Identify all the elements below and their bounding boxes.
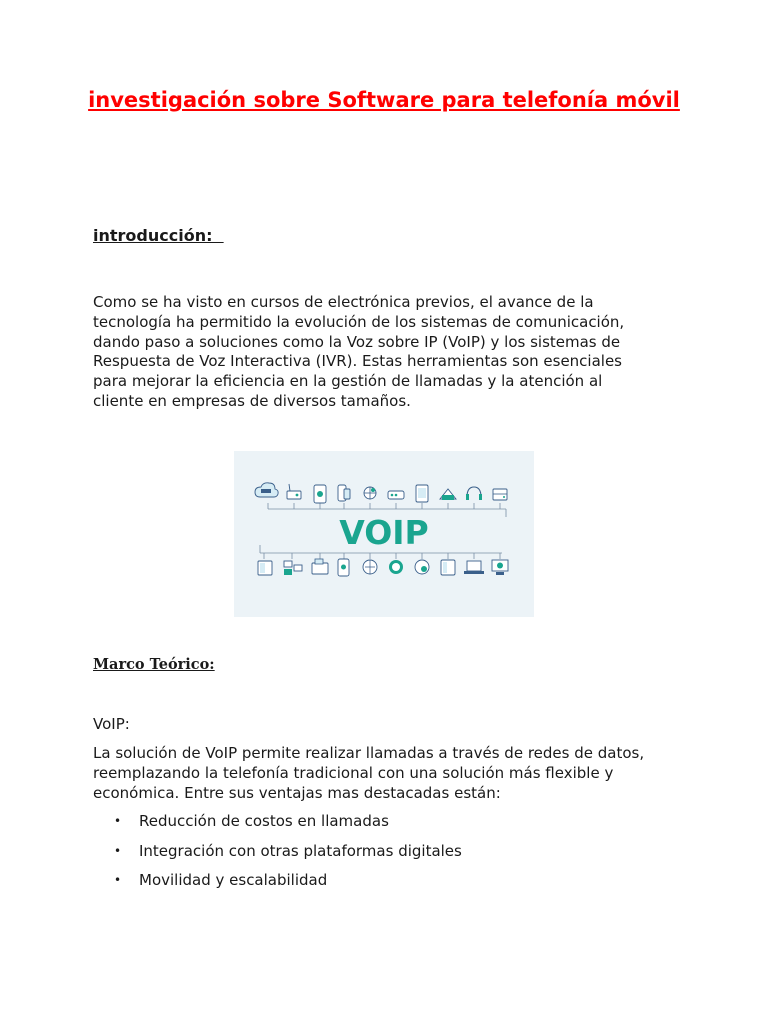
smartphone-icon (314, 485, 326, 503)
document-title: investigación sobre Software para telefonía móvil (88, 88, 680, 112)
bottom-icons (258, 559, 508, 576)
headset-icon (466, 487, 482, 500)
list-item-text: Integración con otras plataformas digitales (139, 841, 462, 860)
phone-circle-icon (389, 560, 403, 574)
intro-paragraph: Como se ha visto en cursos de electrónica previos, el avance de la tecnología ha permitido la evolución de los sistemas de comunicación, dando paso a soluciones como la Voz sobre IP (VoIP) y los sistemas de Respuesta de Voz Interactiva (IVR). Estas herramientas son esenciales para mejorar la eficiencia en la gestión de llamadas y la atención al cliente en empresas de diversos tamaños. (93, 293, 625, 410)
world-call-icon (363, 560, 377, 574)
marco-teorico-heading: Marco Teórico: (93, 656, 215, 673)
bullet-icon: • (114, 873, 122, 887)
list-item-text: Reducción de costos en llamadas (139, 812, 389, 830)
pbx-icon (284, 561, 302, 575)
voip-logo-text: VOIP (339, 513, 429, 552)
tablet-icon (416, 485, 428, 502)
list-item (93, 871, 653, 901)
voip-subheading: VoIP: (93, 715, 130, 733)
top-icons (255, 483, 507, 503)
bullet-icon: • (114, 814, 122, 828)
voip-diagram (234, 451, 534, 617)
list-item (93, 812, 653, 842)
server-icon (493, 489, 507, 500)
list-item (93, 842, 653, 872)
laptop-icon (464, 561, 484, 574)
handset-icon (338, 485, 350, 501)
intro-heading: introducción: (93, 226, 224, 245)
bullet-icon: • (114, 843, 122, 858)
globe-icon (364, 487, 376, 499)
list-item-text: Movilidad y escalabilidad (139, 871, 328, 889)
computer-icon (492, 560, 508, 575)
office-phone-icon (258, 561, 272, 575)
desk-phone-icon (441, 560, 455, 575)
mobile-call-icon (338, 559, 349, 576)
router-icon (287, 484, 301, 499)
network-device-icon (440, 489, 456, 500)
internet-phone-icon (415, 560, 429, 574)
voip-illustration (234, 451, 534, 617)
cloud-icon (255, 483, 278, 497)
fax-icon (312, 559, 328, 574)
benefits-list (93, 812, 653, 901)
modem-icon (388, 491, 404, 499)
voip-paragraph: La solución de VoIP permite realizar llamadas a través de redes de datos, reemplazando la telefonía tradicional con una solución más flexible y económica. Entre sus ventajas mas destacadas están: (93, 744, 645, 802)
